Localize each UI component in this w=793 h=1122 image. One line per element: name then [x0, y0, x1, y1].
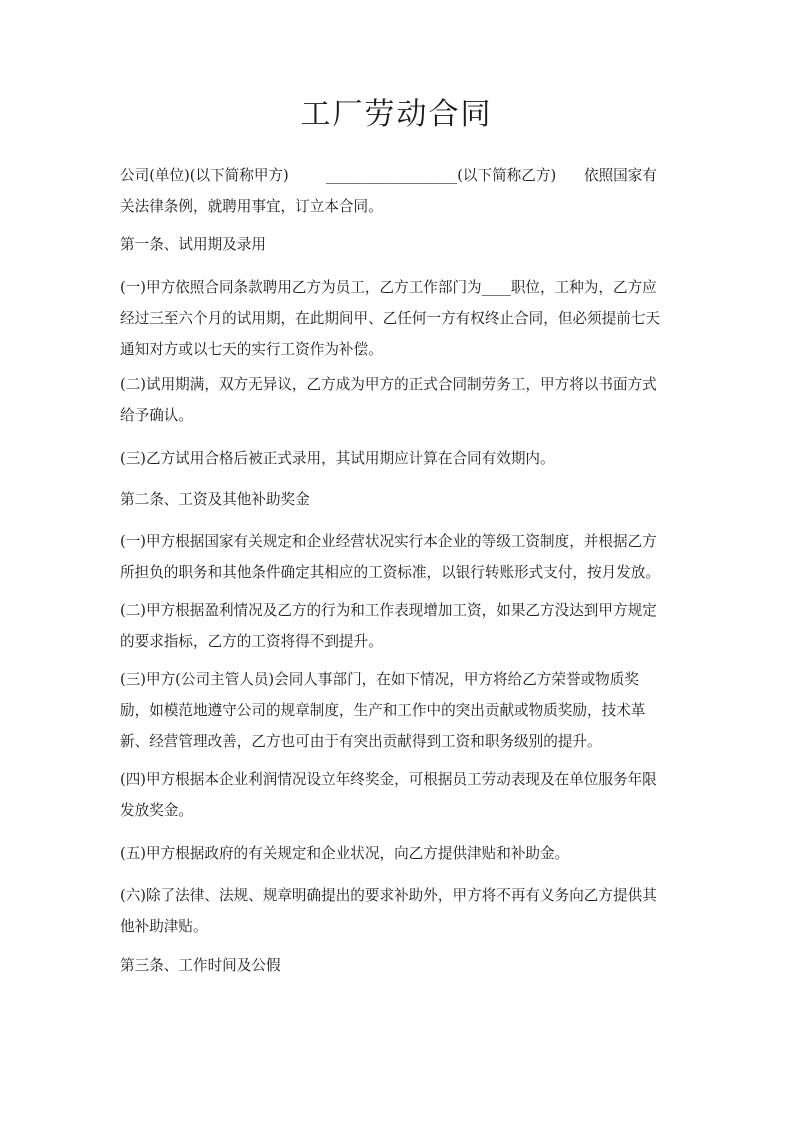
article-1-clause-3 [120, 443, 680, 474]
clause-line: (六)除了法律、法规、规章明确提出的要求补助外，甲方将不再有义务向乙方提供其 [120, 887, 657, 904]
clause-line: 的要求指标，乙方的工资将得不到提升。 [120, 633, 383, 650]
article-2-clause-2 [120, 595, 680, 657]
party-b-blank: __________________ [325, 167, 458, 184]
clause-line: (二)试用期满，双方无异议，乙方成为甲方的正式合同制劳务工，甲方将以书面方式 [120, 376, 657, 393]
clause-line: (五)甲方根据政府的有关规定和企业状况，向乙方提供津贴和补助金。 [120, 845, 570, 862]
article-2-clause-4 [120, 764, 680, 826]
article-1-clause-2 [120, 369, 680, 431]
clause-line: 通知对方或以七天的实行工资作为补偿。 [120, 341, 383, 358]
article-2-clause-3 [120, 664, 680, 757]
clause-text: (一)甲方依照合同条款聘用乙方为员工，乙方工作部门为 [120, 279, 482, 296]
document-title: 工厂劳动合同 [300, 97, 493, 132]
intro-line-2: 关法律条例，就聘用事宜，订立本合同。 [120, 198, 383, 215]
clause-line: (一)甲方根据国家有关规定和企业经营状况实行本企业的等级工资制度，并根据乙方 [120, 533, 657, 550]
article-1-heading: 第一条、试用期及录用 [120, 236, 266, 253]
article-1-clause-1 [120, 272, 680, 365]
clause-line: 发放奖金。 [120, 802, 193, 819]
intro-line-1 [120, 160, 680, 191]
article-2-clause-6 [120, 880, 680, 942]
clause-line: 他补助津贴。 [120, 918, 208, 935]
clause-line [120, 272, 680, 303]
clause-text: 职位，工种为，乙方应 [510, 279, 657, 296]
clause-line: (二)甲方根据盈利情况及乙方的行为和工作表现增加工资，如果乙方没达到甲方规定 [120, 602, 657, 619]
clause-line: (四)甲方根据本企业利润情况设立年终奖金，可根据员工劳动表现及在单位服务年限 [120, 771, 657, 788]
intro-paragraph [120, 160, 680, 222]
article-3-heading: 第三条、工作时间及公假 [120, 957, 281, 974]
department-blank: ____ [481, 279, 511, 296]
party-b-label: (以下简称乙方) [457, 167, 557, 184]
party-a-label: 公司(单位)(以下简称甲方) [120, 167, 289, 184]
article-2-heading: 第二条、工资及其他补助奖金 [120, 491, 310, 508]
clause-line: 所担负的职务和其他条件确定其相应的工资标准，以银行转账形式支付，按月发放。 [120, 564, 660, 581]
clause-line: 励，如模范地遵守公司的规章制度，生产和工作中的突出贡献或物质奖励，技术革 [120, 702, 646, 719]
spacer [289, 167, 326, 184]
article-2-clause-1 [120, 526, 680, 588]
article-2-clause-5 [120, 838, 680, 869]
spacer [556, 167, 584, 184]
clause-line: 新、经营管理改善，乙方也可由于有突出贡献得到工资和职务级别的提升。 [120, 733, 602, 750]
clause-line: (三)乙方试用合格后被正式录用，其试用期应计算在合同有效期内。 [120, 450, 555, 467]
clause-line: 给予确认。 [120, 407, 193, 424]
intro-text: 依照国家有 [583, 167, 657, 184]
clause-line: (三)甲方(公司主管人员)会同人事部门，在如下情况，甲方将给乙方荣誉或物质奖 [120, 671, 639, 688]
clause-line: 经过三至六个月的试用期，在此期间甲、乙任何一方有权终止合同，但必须提前七天 [120, 310, 660, 327]
